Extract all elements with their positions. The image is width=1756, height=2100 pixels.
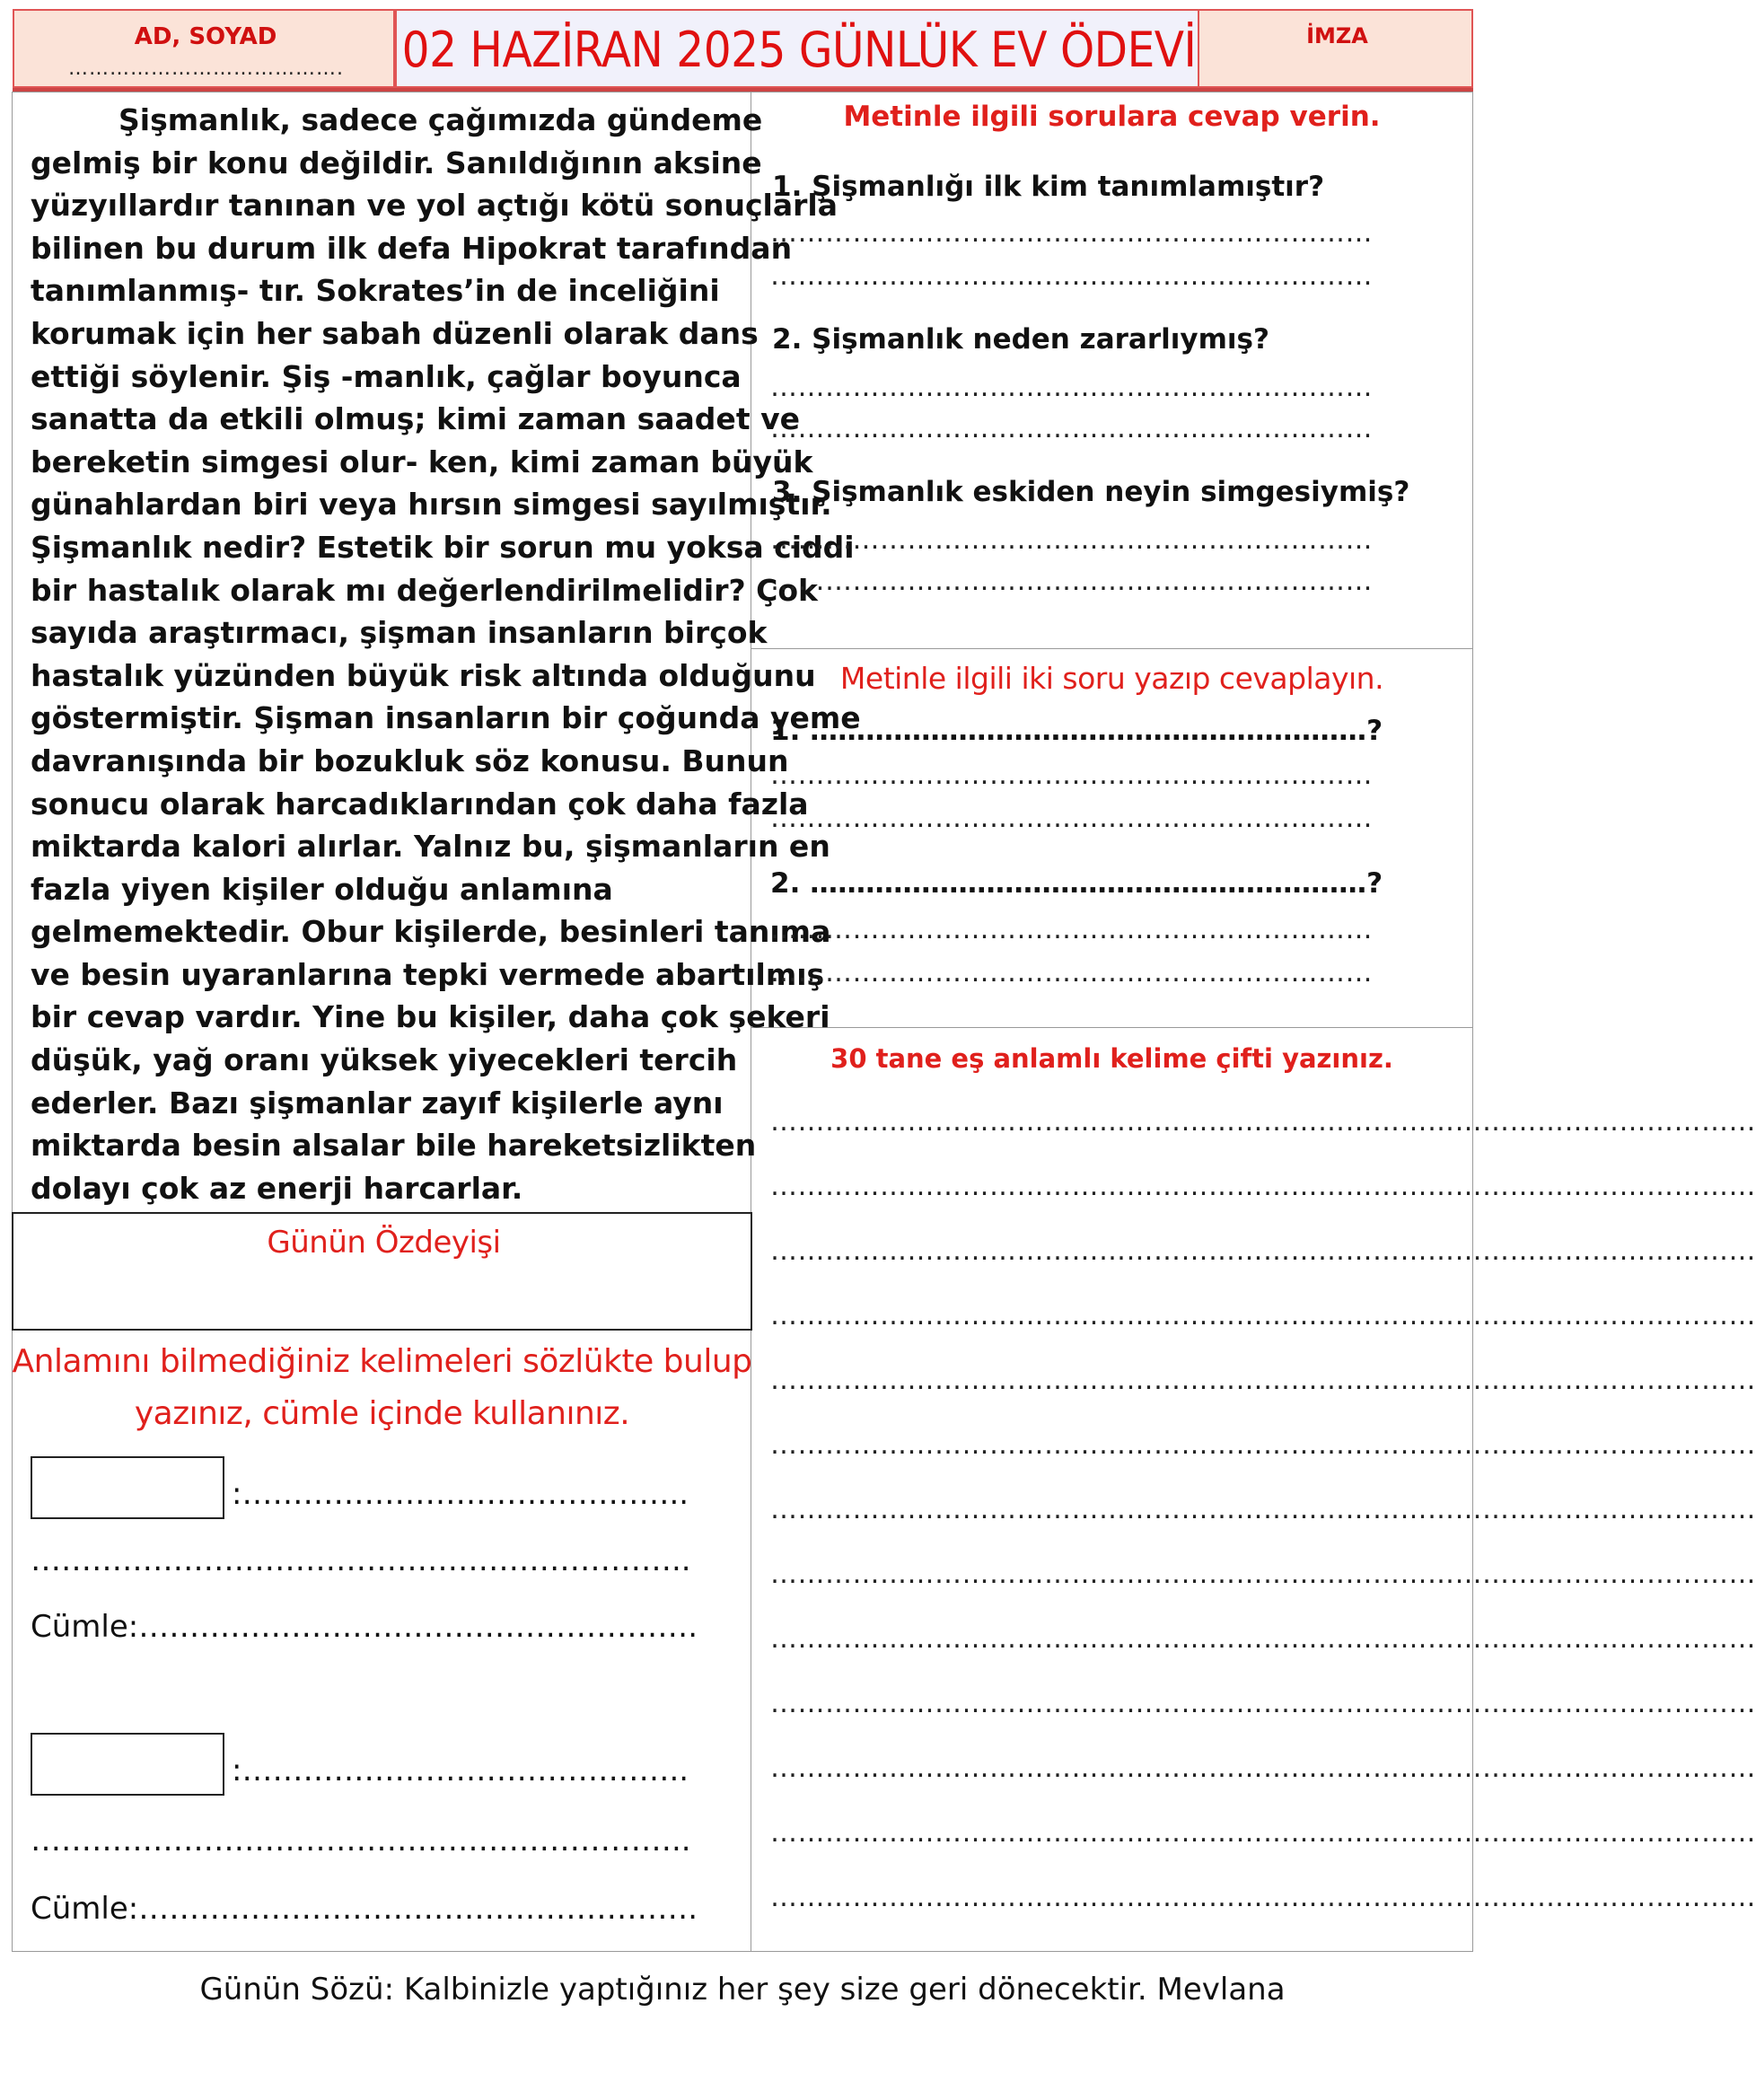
passage-line: Şişmanlık nedir? Estetik bir sorun mu yoksa ciddi bbox=[31, 529, 855, 565]
own-question-1[interactable]: 1. ……………………………………………………? bbox=[770, 715, 1383, 747]
passage-line: tanımlanmış- tır. Sokrates’in de inceliğini bbox=[31, 273, 720, 309]
sentence-field-1[interactable]: Cümle:………………………………………………. bbox=[31, 1609, 698, 1645]
section-divider-2 bbox=[751, 1027, 1473, 1028]
title-box bbox=[395, 9, 1199, 88]
motto-label: Günün Özdeyişi bbox=[267, 1225, 501, 1261]
questions-heading: Metinle ilgili sorulara cevap verin. bbox=[843, 101, 1381, 133]
synonym-line[interactable]: ……………………………………………………………………………………………… bbox=[770, 1106, 1756, 1138]
synonym-line[interactable]: ……………………………………………………………………………………………… bbox=[770, 1623, 1756, 1655]
passage-line: günahlardan biri veya hırsın simgesi sayılmıştır. bbox=[31, 487, 832, 523]
passage-line: bereketin simgesi olur- ken, kimi zaman büyük bbox=[31, 444, 813, 479]
passage-line: korumak için her sabah düzenli olarak dans bbox=[31, 315, 759, 351]
passage-line: gelmiş bir konu değildir. Sanıldığının aksine bbox=[31, 145, 762, 180]
vocab-heading-line1: Anlamını bilmediğiniz kelimeleri sözlükte bulup bbox=[12, 1343, 752, 1380]
signature-box[interactable] bbox=[1198, 9, 1473, 88]
own-questions-heading: Metinle ilgili iki soru yazıp cevaplayın. bbox=[839, 661, 1384, 696]
question-1: 1. Şişmanlığı ilk kim tanımlamıştır? bbox=[772, 171, 1325, 203]
passage-line: gelmemektedir. Obur kişilerde, besinleri tanıma bbox=[31, 914, 831, 950]
passage-line: dolayı çok az enerji harcarlar. bbox=[31, 1170, 523, 1206]
passage-line: yüzyıllardır tanınan ve yol açtığı kötü sonuçlarla bbox=[31, 188, 838, 224]
quote-of-the-day: Günün Sözü: Kalbinizle yaptığınız her şey size geri dönecektir. Mevlana bbox=[199, 1972, 1286, 2008]
word-meaning-field-2[interactable]: :…………………………………….. bbox=[232, 1753, 689, 1788]
passage-line: göstermiştir. Şişman insanların bir çoğunda yeme bbox=[31, 700, 861, 736]
sentence-field-2[interactable]: Cümle:………………………………………………. bbox=[31, 1891, 698, 1927]
passage-line: ettiği söylenir. Şiş -manlık, çağlar boyunca bbox=[31, 358, 742, 394]
passage-line: bilinen bu durum ilk defa Hipokrat tarafından bbox=[31, 230, 793, 266]
own-answer-2a[interactable]: ………………………………………………………… bbox=[770, 914, 1373, 945]
passage-line: fazla yiyen kişiler olduğu anlamına bbox=[31, 871, 613, 907]
question-2: 2. Şişmanlık neden zararlıymış? bbox=[772, 323, 1269, 356]
passage-line: miktarda besin alsalar bile hareketsizlikten bbox=[31, 1128, 757, 1164]
synonym-line[interactable]: ……………………………………………………………………………………………… bbox=[770, 1300, 1756, 1331]
synonym-line[interactable]: ……………………………………………………………………………………………… bbox=[770, 1753, 1756, 1784]
synonym-line[interactable]: ……………………………………………………………………………………………… bbox=[770, 1559, 1756, 1590]
synonym-line[interactable]: ……………………………………………………………………………………………… bbox=[770, 1494, 1756, 1525]
name-label: AD, SOYAD bbox=[134, 23, 277, 50]
synonym-line[interactable]: ……………………………………………………………………………………………… bbox=[770, 1235, 1756, 1267]
passage-line: davranışında bir bozukluk söz konusu. Bunun bbox=[31, 742, 789, 778]
name-box bbox=[13, 9, 395, 88]
passage-line: sayıda araştırmacı, şişman insanların birçok bbox=[31, 615, 768, 651]
name-field[interactable]: …………………………………. bbox=[68, 57, 344, 80]
passage-line: hastalık yüzünden büyük risk altında olduğunu bbox=[31, 657, 816, 693]
section-divider-1 bbox=[751, 648, 1473, 649]
passage-line: düşük, yağ oranı yüksek yiyecekleri tercih bbox=[31, 1042, 738, 1078]
own-answer-1b[interactable]: ………………………………………………………… bbox=[770, 803, 1373, 834]
signature-label: İMZA bbox=[1306, 23, 1368, 48]
passage-line: Şişmanlık, sadece çağımızda gündeme bbox=[119, 102, 763, 137]
synonym-line[interactable]: ……………………………………………………………………………………………… bbox=[770, 1171, 1756, 1202]
passage-line: ve besin uyaranlarına tepki vermede abartılmış bbox=[31, 956, 825, 992]
word-box-2[interactable] bbox=[31, 1733, 224, 1796]
word-line-field-2[interactable]: ……………………………………………………….. bbox=[31, 1823, 691, 1858]
vocab-heading-line2: yazınız, cümle içinde kullanınız. bbox=[134, 1395, 630, 1432]
passage-line: miktarda kalori alırlar. Yalnız bu, şişmanların en bbox=[31, 829, 830, 865]
synonyms-heading: 30 tane eş anlamlı kelime çifti yazınız. bbox=[830, 1043, 1393, 1074]
passage-line: ederler. Bazı şişmanlar zayıf kişilerle aynı bbox=[31, 1085, 724, 1120]
answer-field-1b[interactable]: ………………………………………………………… bbox=[770, 260, 1373, 292]
answer-field-2b[interactable]: ………………………………………………………… bbox=[770, 413, 1373, 444]
word-box-1[interactable] bbox=[31, 1456, 224, 1519]
synonym-line[interactable]: ……………………………………………………………………………………………… bbox=[770, 1882, 1756, 1913]
word-meaning-field-1[interactable]: :…………………………………….. bbox=[232, 1476, 689, 1512]
passage-line: bir hastalık olarak mı değerlendirilmelidir? Çok bbox=[31, 572, 818, 608]
page-title: 02 HAZİRAN 2025 GÜNLÜK EV ÖDEVİ bbox=[401, 22, 1197, 78]
synonym-line[interactable]: ……………………………………………………………………………………………… bbox=[770, 1429, 1756, 1461]
answer-field-1a[interactable]: ………………………………………………………… bbox=[770, 217, 1373, 249]
own-question-2[interactable]: 2. ……………………………………………………? bbox=[770, 867, 1383, 900]
reading-passage bbox=[31, 99, 861, 1209]
answer-field-3a[interactable]: ………………………………………………………… bbox=[770, 524, 1373, 556]
passage-line: bir cevap vardır. Yine bu kişiler, daha çok şekeri bbox=[31, 999, 830, 1035]
synonym-line[interactable]: ……………………………………………………………………………………………… bbox=[770, 1688, 1756, 1719]
answer-field-3b[interactable]: ………………………………………………………… bbox=[770, 566, 1373, 597]
passage-line: sanatta da etkili olmuş; kimi zaman saadet ve bbox=[31, 401, 800, 437]
synonym-line[interactable]: ……………………………………………………………………………………………… bbox=[770, 1817, 1756, 1849]
motto-box[interactable] bbox=[12, 1212, 752, 1331]
synonym-line[interactable]: ……………………………………………………………………………………………… bbox=[770, 1365, 1756, 1396]
passage-line: sonucu olarak harcadıklarından çok daha fazla bbox=[31, 786, 809, 822]
question-3: 3. Şişmanlık eskiden neyin simgesiymiş? bbox=[772, 476, 1410, 508]
own-answer-2b[interactable]: ………………………………………………………… bbox=[770, 957, 1373, 988]
word-line-field-1[interactable]: ……………………………………………………….. bbox=[31, 1542, 691, 1578]
answer-field-2a[interactable]: ………………………………………………………… bbox=[770, 372, 1373, 403]
own-answer-1a[interactable]: ………………………………………………………… bbox=[770, 760, 1373, 791]
